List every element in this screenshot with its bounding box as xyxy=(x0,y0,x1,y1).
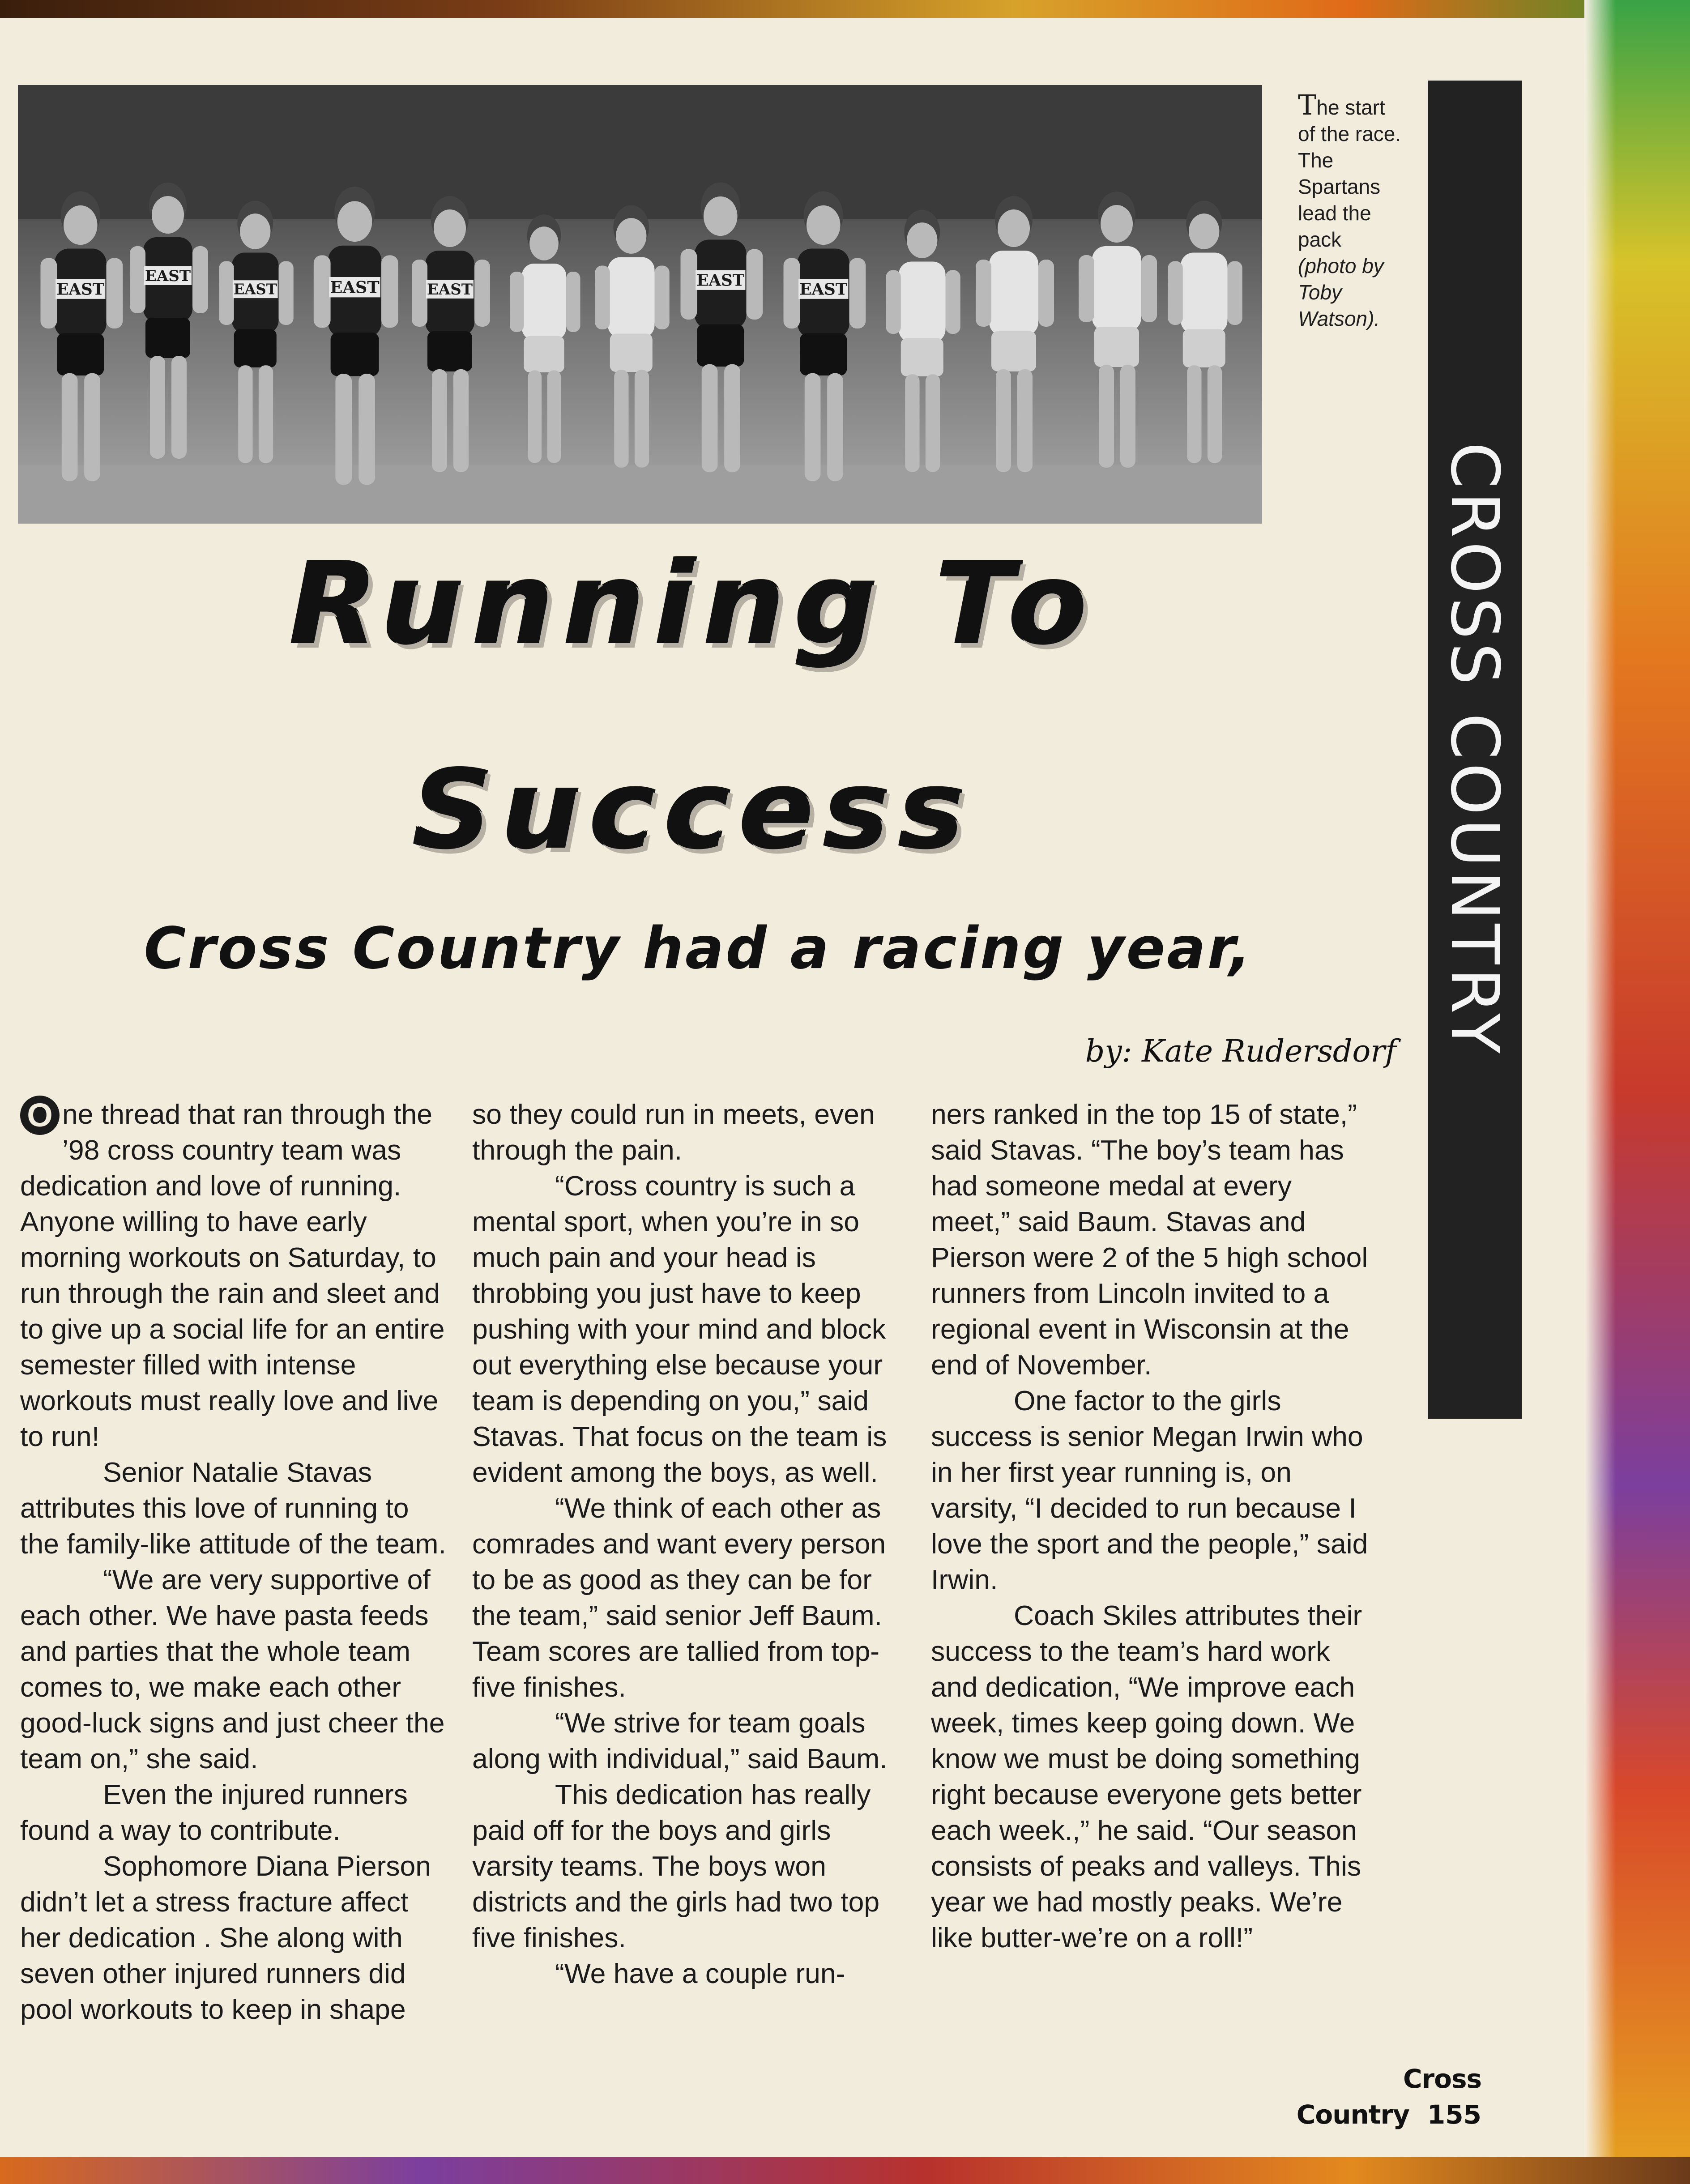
caption-text: he start of the race. The Spartans lead the pack xyxy=(1298,96,1401,251)
article-column-1 xyxy=(20,1096,450,2081)
article-paragraph: “We strive for team goals along with individual,” said Baum. xyxy=(472,1707,888,1774)
runner-part xyxy=(64,205,98,245)
runner-part xyxy=(150,356,165,459)
runner-part xyxy=(989,251,1038,336)
article-paragraph: so they could run in meets, even through the pain. xyxy=(472,1099,875,1166)
runner-part xyxy=(524,336,564,372)
runner-part xyxy=(171,356,187,459)
runner-part xyxy=(62,373,78,482)
runner-part xyxy=(474,260,490,327)
runner-part xyxy=(234,329,277,368)
jersey-text: EAST xyxy=(696,271,745,290)
headline-line-1: Running To xyxy=(290,537,1097,670)
runner-part xyxy=(1038,260,1054,327)
page-edge-bottom xyxy=(0,2157,1690,2184)
runner-part xyxy=(145,318,190,358)
runner-part xyxy=(807,205,841,245)
runner-part xyxy=(886,270,901,334)
article-paragraph: Sophomore Diana Pierson didn’t let a stress fracture affect her dedication . She along with seven other injured runners did pool workouts to keep in shape xyxy=(20,1851,431,2025)
runner-part xyxy=(1228,261,1242,325)
runner-part xyxy=(1187,365,1201,463)
runner-part xyxy=(130,246,145,313)
runner-part xyxy=(337,201,372,242)
runner-part xyxy=(529,226,559,260)
runner-part xyxy=(704,196,738,236)
runner-part xyxy=(331,333,379,376)
runner-part xyxy=(976,260,991,327)
byline: by: Kate Rudersdorf xyxy=(1085,1034,1396,1069)
jersey-text: EAST xyxy=(330,277,380,297)
runner-part xyxy=(614,370,628,468)
photo-caption xyxy=(1298,89,1405,332)
runner-part xyxy=(240,213,270,249)
runner-part xyxy=(1141,255,1157,322)
runner-part xyxy=(655,266,670,330)
runner-part xyxy=(453,369,469,472)
caption-initial: T xyxy=(1298,89,1317,121)
runner-figure xyxy=(976,196,1054,472)
runner-part xyxy=(1181,253,1228,334)
runner-figure xyxy=(886,210,960,472)
subheadline: Cross Country had a racing year, xyxy=(144,915,1253,982)
runner-part xyxy=(595,266,610,330)
runner-part xyxy=(1168,261,1183,325)
runner-part xyxy=(522,264,566,340)
paragraph-text: ne thread that ran through the ’98 cross country team was dedication and love of running. Anyone willing to have early morning workouts on Saturday, to run through the rain and sleet and to give up a social life for an entire semester filled with intense workouts must really love and live to run! xyxy=(20,1099,445,1452)
runner-part xyxy=(335,374,352,485)
article-paragraph: This dedication has really paid off for the boys and girls varsity teams. The boys won districts and the girls had two top five finishes. xyxy=(472,1779,880,1954)
runner-part xyxy=(41,258,57,329)
headline-line-2: Success xyxy=(413,746,974,874)
runner-part xyxy=(1101,205,1133,243)
runner-part xyxy=(827,373,843,482)
page-curl-shine xyxy=(1584,0,1616,2184)
runner-part xyxy=(784,258,800,329)
runner-part xyxy=(681,249,697,320)
runner-part xyxy=(547,371,561,463)
runner-part xyxy=(899,262,946,343)
runner-part xyxy=(314,255,331,328)
article-paragraph: Coach Skiles attributes their success to the team’s hard work and dedication, “We improve each week, times keep going down. We know we must be doing something right because everyone gets better each week.,” he said. “Our season consists of peaks and valleys. This year we had mostly peaks. We’re like butter-we’re on a roll!” xyxy=(931,1600,1362,1954)
runner-part xyxy=(702,364,718,473)
runner-part xyxy=(905,374,919,472)
runner-part xyxy=(528,371,542,463)
runner-part xyxy=(412,260,427,327)
footer-section-name: Cross Country xyxy=(1296,2064,1481,2130)
jersey-text: EAST xyxy=(145,267,191,285)
runner-group xyxy=(41,182,1242,485)
runner-part xyxy=(805,373,821,482)
article-paragraph: One factor to the girls success is senior Megan Irwin who in her first year running is, on varsity, “I decided to run because I love the sport and the people,” said Irwin. xyxy=(931,1385,1368,1595)
runner-part xyxy=(434,209,466,247)
runner-part xyxy=(901,338,943,377)
photo-ground xyxy=(18,465,1262,524)
runner-figure xyxy=(1079,192,1157,468)
runner-part xyxy=(1120,365,1135,468)
runner-part xyxy=(566,272,580,332)
article-paragraph: ners ranked in the top 15 of state,” said Stavas. “The boy’s team has had someone medal at every meet,” said Baum. Stavas and Pierson were 2 of the 5 high school runners from Lincoln invited to a regional event in Wisconsin at the end of November. xyxy=(931,1099,1368,1381)
runner-part xyxy=(926,374,940,472)
runner-part xyxy=(192,246,208,313)
article-paragraph: Senior Natalie Stavas attributes this love of running to the family-like attitude of the team. xyxy=(20,1457,446,1560)
photo-tree-background xyxy=(18,85,1262,219)
section-tab-label: CROSS COUNTRY xyxy=(1436,442,1513,1058)
runners-photo-graphic xyxy=(18,85,1262,524)
article-paragraph xyxy=(20,1096,450,1455)
runner-part xyxy=(1079,255,1094,322)
runner-part xyxy=(1099,365,1114,468)
jersey-text: EAST xyxy=(799,280,848,299)
article-column-3 xyxy=(931,1096,1378,2081)
runner-part xyxy=(381,255,398,328)
runner-part xyxy=(1094,327,1139,367)
runner-figure xyxy=(510,214,580,463)
runner-part xyxy=(1092,246,1141,331)
runner-part xyxy=(1017,369,1033,472)
runner-part xyxy=(358,374,375,485)
runner-part xyxy=(747,249,763,320)
article-column-2 xyxy=(472,1096,911,2081)
runner-part xyxy=(238,365,252,463)
runner-part xyxy=(84,373,100,482)
race-start-photo xyxy=(18,85,1262,524)
runner-figure xyxy=(130,183,208,459)
runner-part xyxy=(57,333,104,376)
runner-part xyxy=(724,364,740,473)
runner-part xyxy=(946,270,960,334)
runner-figure xyxy=(41,191,123,481)
article-paragraph: “We think of each other as comrades and want every person to be as good as they can be for the team,” said senior Jeff Baum. Team scores are tallied from top-five finishes. xyxy=(472,1493,886,1703)
runner-part xyxy=(1183,329,1225,368)
article-paragraph: Even the injured runners found a way to contribute. xyxy=(20,1779,408,1846)
runner-part xyxy=(998,209,1030,247)
runner-part xyxy=(219,261,234,325)
runner-figure xyxy=(314,187,398,485)
runner-part xyxy=(610,334,653,372)
runner-part xyxy=(1208,365,1222,463)
runner-part xyxy=(259,365,273,463)
runner-part xyxy=(907,222,937,258)
article-paragraph: “We have a couple run- xyxy=(555,1958,845,1989)
page-number: 155 xyxy=(1427,2099,1481,2130)
runner-part xyxy=(152,196,184,234)
runner-figure xyxy=(219,201,294,463)
drop-cap: O xyxy=(20,1096,60,1135)
runner-figure xyxy=(412,196,490,472)
runner-figure xyxy=(595,205,670,468)
article-paragraph: “We are very supportive of each other. We have pasta feeds and parties that the whole team comes to, we make each other good-luck signs and just cheer the team on,” she said. xyxy=(20,1564,445,1774)
caption-photo-credit: (photo by Toby Watson). xyxy=(1298,254,1384,330)
jersey-text: EAST xyxy=(56,280,105,299)
section-tab xyxy=(1428,81,1522,1419)
jersey-text: EAST xyxy=(427,281,473,299)
runner-part xyxy=(608,257,655,338)
runner-part xyxy=(635,370,649,468)
runner-part xyxy=(616,218,646,254)
runner-figure xyxy=(784,191,866,481)
runner-part xyxy=(697,324,744,367)
runner-part xyxy=(427,331,472,371)
jersey-text: EAST xyxy=(233,281,277,298)
runner-part xyxy=(800,333,847,376)
runner-part xyxy=(996,369,1011,472)
runner-part xyxy=(991,331,1036,371)
runner-part xyxy=(107,258,123,329)
article-paragraph: “Cross country is such a mental sport, when you’re in so much pain and your head is throbbing you just have to keep pushing with your mind and block out everything else because your team is depending on you,” said Stavas. That focus on the team is evident among the boys, as well. xyxy=(472,1170,887,1488)
runner-figure xyxy=(681,182,763,472)
runner-figure xyxy=(1168,201,1242,463)
runner-part xyxy=(279,261,294,325)
page-footer xyxy=(1222,2061,1481,2133)
runner-part xyxy=(510,272,524,332)
runner-part xyxy=(1189,213,1219,249)
page-edge-top xyxy=(0,0,1690,18)
runner-part xyxy=(432,369,447,472)
runner-part xyxy=(849,258,866,329)
